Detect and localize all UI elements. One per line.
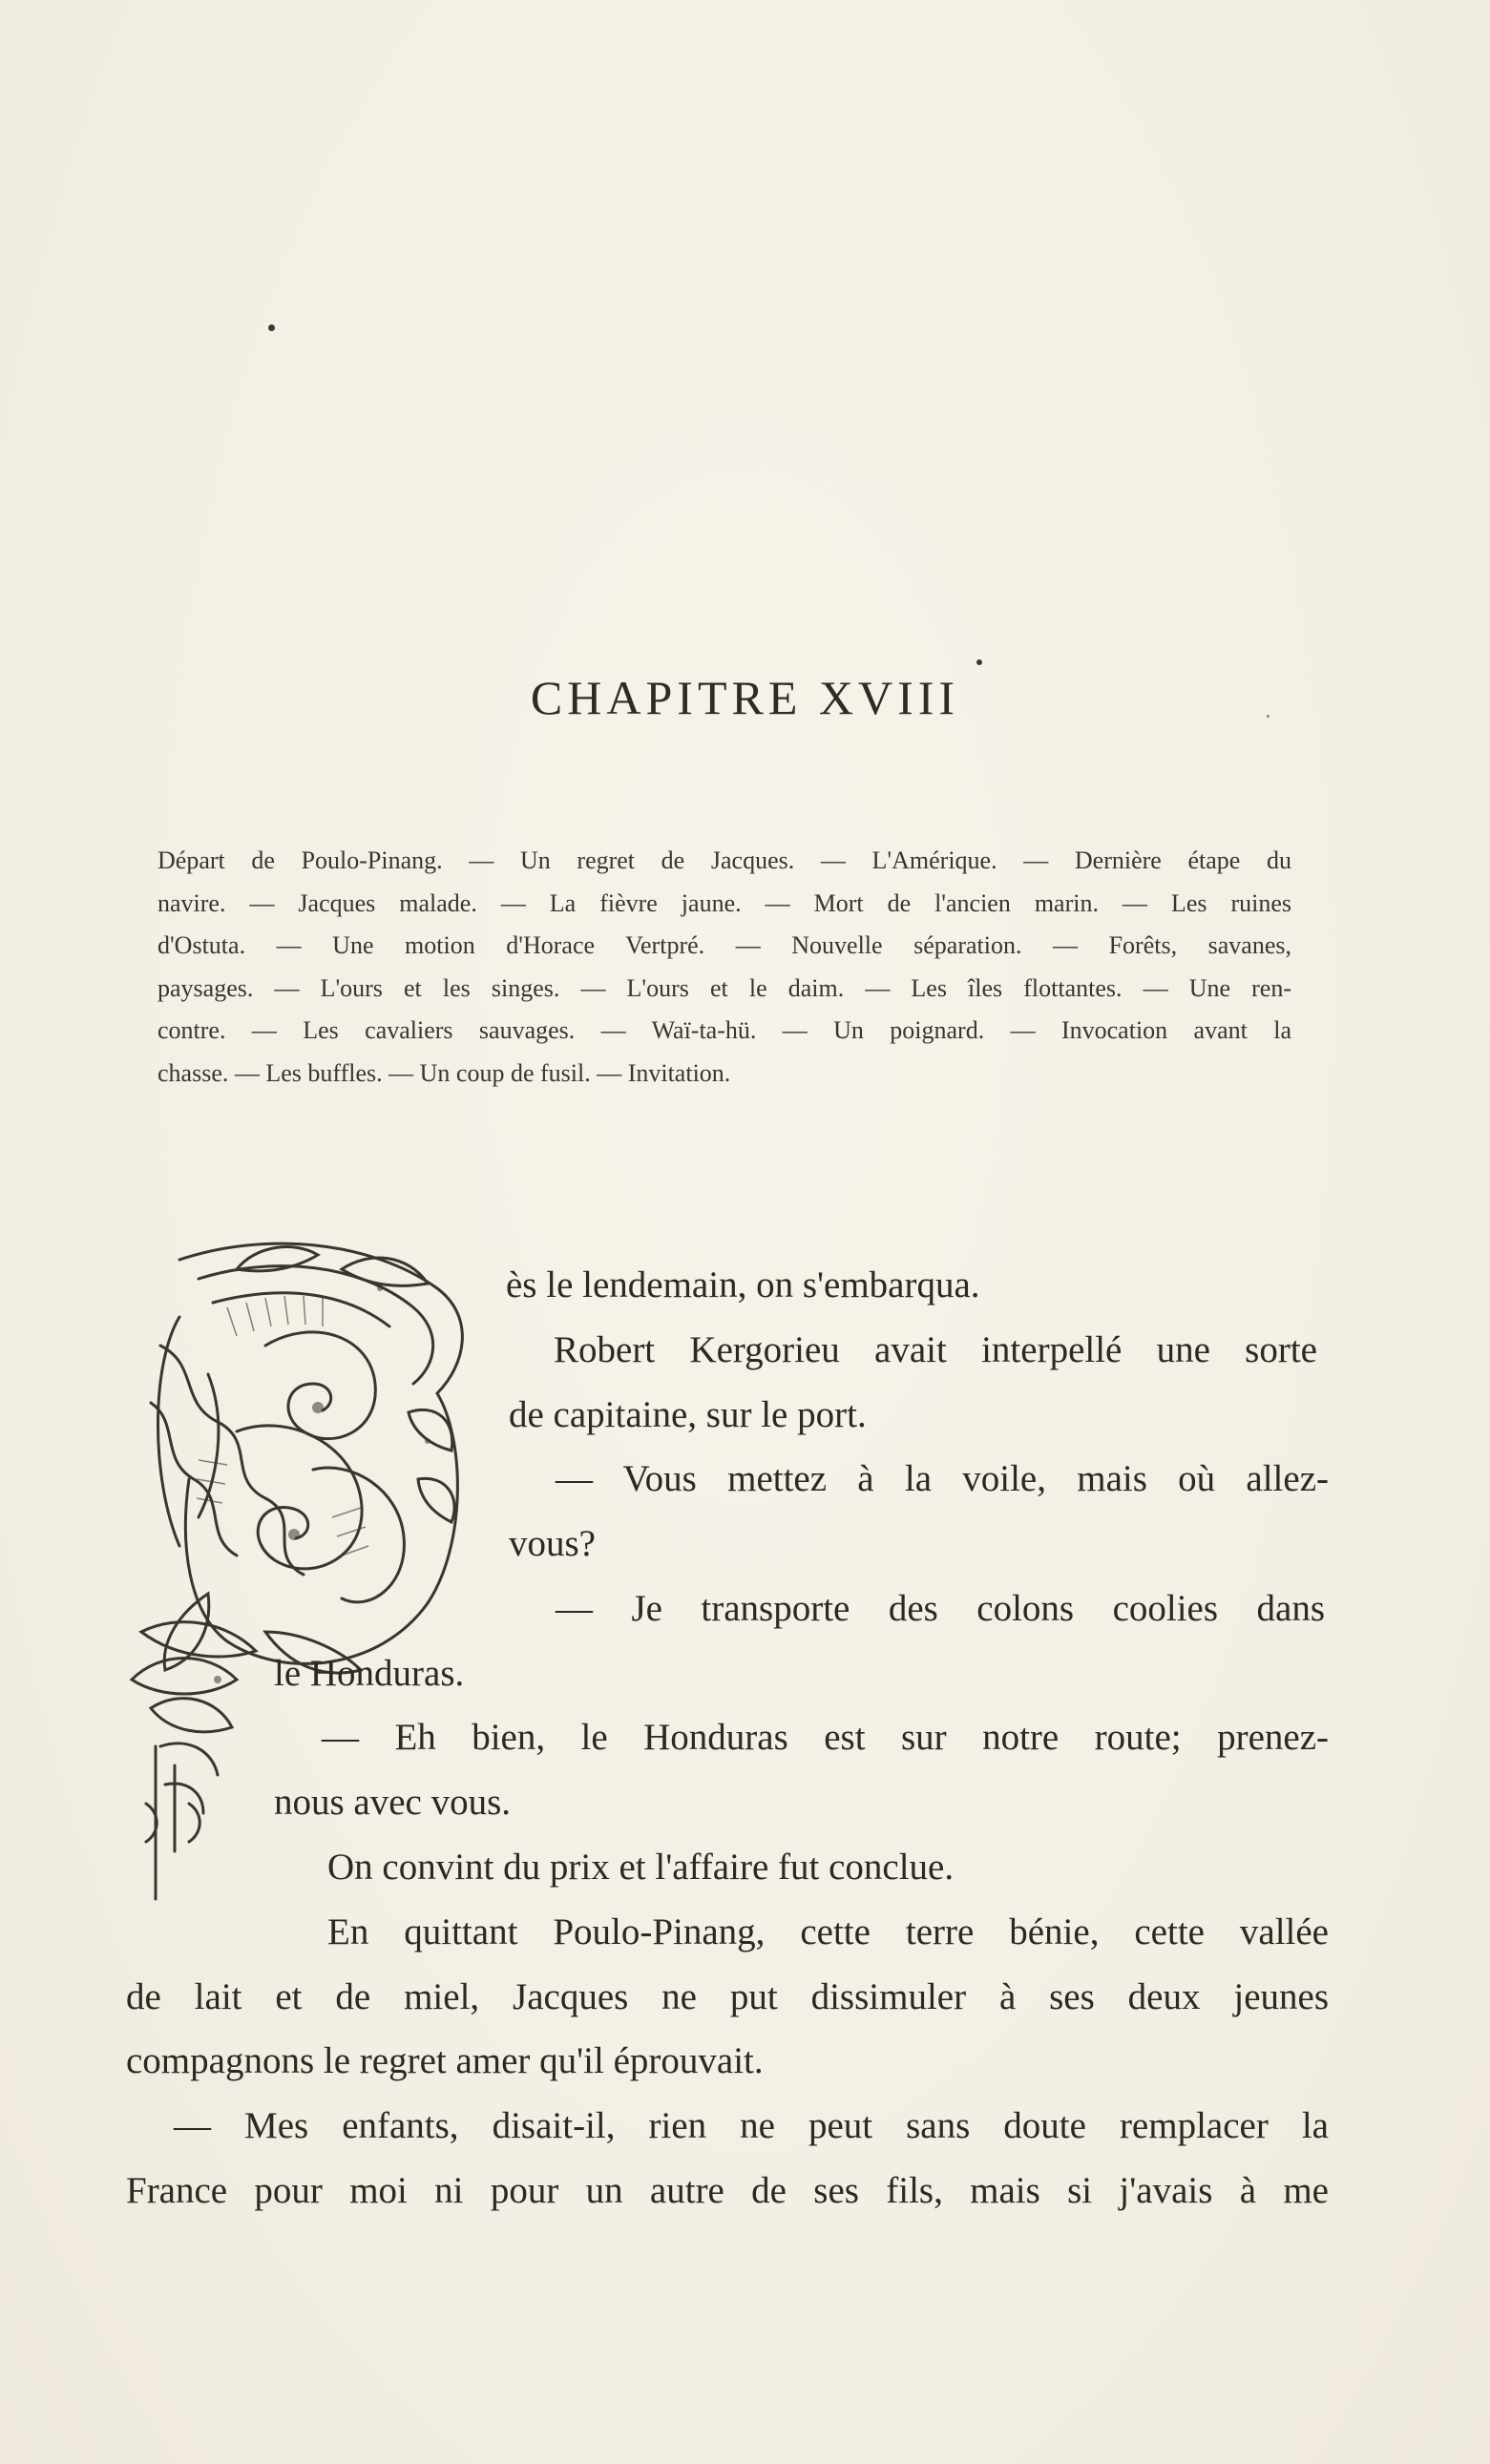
text-line: — Vous mettez à la voile, mais où allez- (556, 1458, 1329, 1499)
summary-line: Départ de Poulo-Pinang. — Un regret de Jacques. — L'Amérique. — Dernière étape du (157, 846, 1291, 874)
chapter-title: CHAPITRE XVIII (530, 671, 960, 724)
text-line: On convint du prix et l'affaire fut conclue. (327, 1847, 955, 1888)
summary-line: contre. — Les cavaliers sauvages. — Waï-ta-hü. — Un poignard. — Invocation avant la (157, 1016, 1291, 1044)
text-line: vous? (509, 1523, 596, 1564)
text-line: En quittant Poulo-Pinang, cette terre bénie, cette vallée (327, 1911, 1329, 1952)
summary-line: paysages. — L'ours et les singes. — L'ours et le daim. — Les îles flottantes. — Une ren- (157, 973, 1291, 1002)
text-line: nous avec vous. (274, 1782, 512, 1823)
text-line: le Honduras. (274, 1653, 465, 1694)
text-line: — Je transporte des colons coolies dans (556, 1588, 1325, 1629)
text-line: de lait et de miel, Jacques ne put dissimuler à ses deux jeunes (126, 1976, 1329, 2017)
summary-line: navire. — Jacques malade. — La fièvre jaune. — Mort de l'ancien marin. — Les ruines (157, 888, 1291, 917)
summary-line: d'Ostuta. — Une motion d'Horace Vertpré. — Nouvelle séparation. — Forêts, savanes, (157, 931, 1291, 959)
text-line: de capitaine, sur le port. (509, 1394, 867, 1435)
text-line: — Mes enfants, disait-il, rien ne peut sans doute remplacer la (174, 2105, 1329, 2146)
text-line: Robert Kergorieu avait interpellé une sorte (554, 1329, 1317, 1370)
text-line: France pour moi ni pour un autre de ses fils, mais si j'avais à me (126, 2170, 1329, 2211)
text-line: ès le lendemain, on s'embarqua. (506, 1264, 980, 1305)
summary-line: chasse. — Les buffles. — Un coup de fusil. — Invitation. (157, 1058, 731, 1087)
text-line: — Eh bien, le Honduras est sur notre route; prenez- (322, 1717, 1329, 1758)
text-line: compagnons le regret amer qu'il éprouvait. (126, 2040, 764, 2081)
